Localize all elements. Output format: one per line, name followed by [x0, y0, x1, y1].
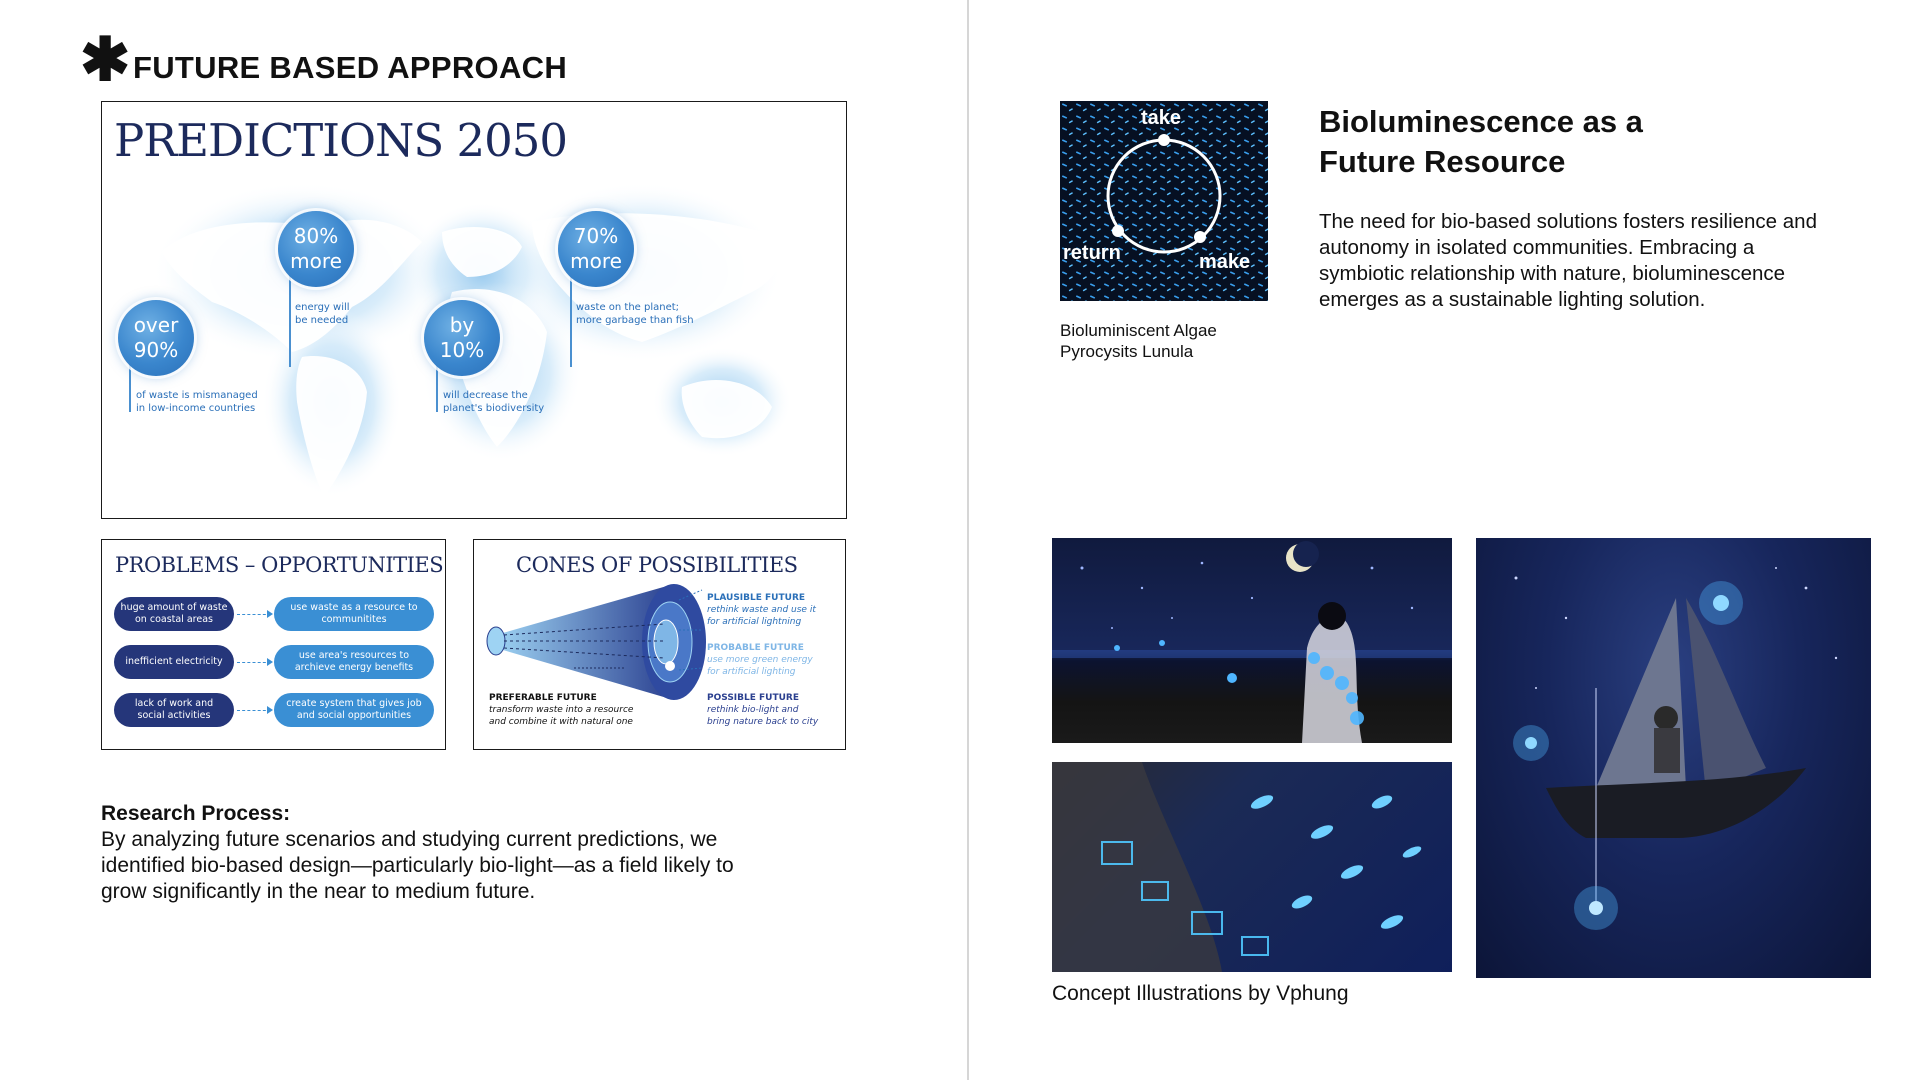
research-body: By analyzing future scenarios and studying current predictions, we identified bio-based design—particularly bio-light—as a field likely to grow significantly in the near to medium future. [101, 828, 734, 903]
stat-caption: energy will be needed [295, 302, 350, 326]
stat-bubble-mismanaged [118, 300, 194, 376]
opportunity-pill: use area's resources to archieve energy benefits [274, 645, 434, 679]
illustration-scene [1052, 538, 1452, 743]
stat-unit: 90% [133, 338, 179, 362]
algae-caption [1060, 320, 1217, 362]
stat-caption: waste on the planet; more garbage than fish [576, 302, 694, 326]
title-line: Bioluminescence as a [1319, 104, 1643, 139]
illustration-fisher-boat [1476, 538, 1871, 978]
stat-caption: will decrease the planet's biodiversity [443, 390, 545, 414]
cycle-make-label: make [1199, 251, 1251, 273]
bio-title [1319, 102, 1739, 182]
stat-unit: more [570, 249, 622, 273]
illustration-girl-by-sea [1052, 538, 1452, 743]
research-heading: Research Process: [101, 802, 291, 825]
caption-line: Bioluminiscent Algae [1060, 321, 1217, 340]
problem-pill: huge amount of waste on coastal areas [114, 597, 234, 631]
label-heading: PROBABLE FUTURE [707, 643, 804, 653]
problem-pill: inefficient electricity [114, 645, 234, 679]
caption-line: Pyrocysits Lunula [1060, 342, 1194, 361]
plausible-future-label [707, 592, 817, 628]
stat-bubble-waste [558, 211, 634, 287]
probable-future-label [707, 642, 817, 678]
label-heading: PREFERABLE FUTURE [489, 693, 597, 703]
cycle-take-label: take [1141, 107, 1182, 129]
arrow-right-icon [237, 710, 271, 711]
stat-bubble-energy [278, 211, 354, 287]
cones-title: CONES OF POSSIBILITIES [516, 553, 798, 577]
stat-value: by [449, 313, 475, 337]
label-desc: transform waste into a resource and combine it with natural one [489, 705, 634, 727]
stat-caption: of waste is mismanaged in low-income countries [136, 390, 258, 414]
label-heading: PLAUSIBLE FUTURE [707, 593, 806, 603]
stat-value: 70% [573, 224, 619, 248]
label-desc: rethink bio-light and bring nature back to city [707, 705, 819, 727]
algae-cycle-image [1060, 101, 1268, 301]
stat-unit: 10% [439, 338, 485, 362]
illustration-glowing-boats [1052, 762, 1452, 972]
label-heading: POSSIBLE FUTURE [707, 693, 800, 703]
arrow-right-icon [237, 614, 271, 615]
problems-opportunities-panel [101, 539, 446, 750]
title-line: Future Resource [1319, 144, 1566, 179]
label-desc: rethink waste and use it for artificial lightning [707, 605, 816, 627]
illustration-scene [1476, 538, 1871, 978]
possible-future-label [707, 692, 822, 728]
predictions-title: PREDICTIONS 2050 [114, 114, 568, 167]
opportunity-pill: create system that gives job and social opportunities [274, 693, 434, 727]
asterisk-icon: ✱ [80, 26, 131, 93]
illustrations-caption: Concept Illustrations by Vphung [1052, 982, 1349, 1005]
problems-title: PROBLEMS – OPPORTUNITIES [115, 553, 444, 577]
bio-body: The need for bio-based solutions fosters resilience and autonomy in isolated communities. Embracing a symbiotic relationship with nature, bioluminescence emerges as a sustainable lighting solution. [1319, 210, 1817, 311]
page-divider [967, 0, 969, 1080]
stat-value: over [133, 313, 179, 337]
stat-value: 80% [293, 224, 339, 248]
predictions-infographic [101, 101, 847, 519]
problem-pill: lack of work and social activities [114, 693, 234, 727]
stat-unit: more [290, 249, 342, 273]
section-title: FUTURE BASED APPROACH [133, 50, 568, 85]
illustration-scene [1052, 762, 1452, 972]
stat-bubble-biodiversity [424, 300, 500, 376]
cones-of-possibilities-panel [473, 539, 846, 750]
cycle-return-label: return [1063, 242, 1121, 264]
arrow-right-icon [237, 662, 271, 663]
opportunity-pill: use waste as a resource to communitites [274, 597, 434, 631]
preferable-future-label [489, 692, 639, 728]
label-desc: use more green energy for artificial lighting [707, 655, 813, 677]
